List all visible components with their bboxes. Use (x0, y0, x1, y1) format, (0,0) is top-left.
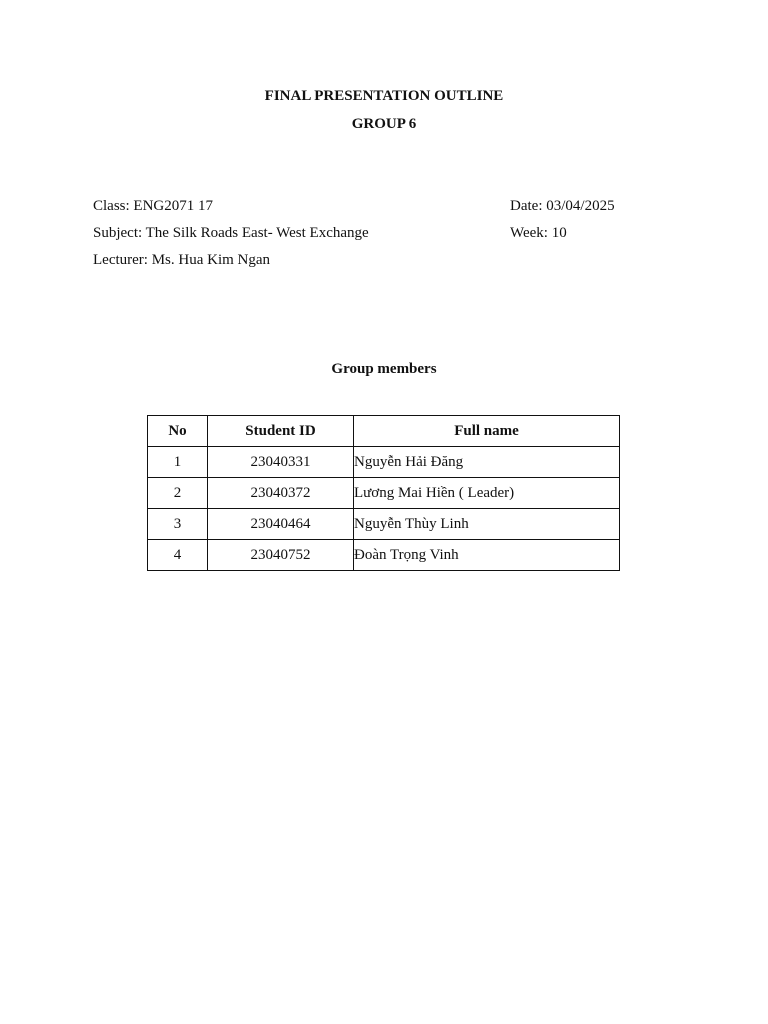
full-name: Lương Mai Hiền ( Leader) (354, 478, 620, 509)
table-row (148, 540, 620, 571)
document-title: FINAL PRESENTATION OUTLINE (264, 88, 504, 104)
column-header-no: No (148, 416, 208, 447)
column-header-student-id: Student ID (208, 416, 354, 447)
group-title: GROUP 6 (351, 116, 417, 132)
lecturer-info: Lecturer: Ms. Hua Kim Ngan (93, 252, 271, 268)
student-id: 23040752 (208, 540, 354, 571)
date-info: Date: 03/04/2025 (510, 198, 615, 214)
members-table (147, 415, 620, 571)
column-header-full-name: Full name (354, 416, 620, 447)
student-id: 23040372 (208, 478, 354, 509)
table-row (148, 447, 620, 478)
row-number: 1 (148, 447, 208, 478)
student-id: 23040464 (208, 509, 354, 540)
row-number: 4 (148, 540, 208, 571)
row-number: 3 (148, 509, 208, 540)
subject-info: Subject: The Silk Roads East- West Exchange (93, 225, 369, 241)
full-name: Nguyễn Hải Đăng (354, 447, 620, 478)
row-number: 2 (148, 478, 208, 509)
table-row (148, 509, 620, 540)
full-name: Đoàn Trọng Vinh (354, 540, 620, 571)
full-name: Nguyễn Thùy Linh (354, 509, 620, 540)
student-id: 23040331 (208, 447, 354, 478)
class-info: Class: ENG2071 17 (93, 198, 213, 214)
week-info: Week: 10 (510, 225, 567, 241)
table-header-row (148, 416, 620, 447)
members-heading: Group members (331, 361, 437, 377)
table-row (148, 478, 620, 509)
